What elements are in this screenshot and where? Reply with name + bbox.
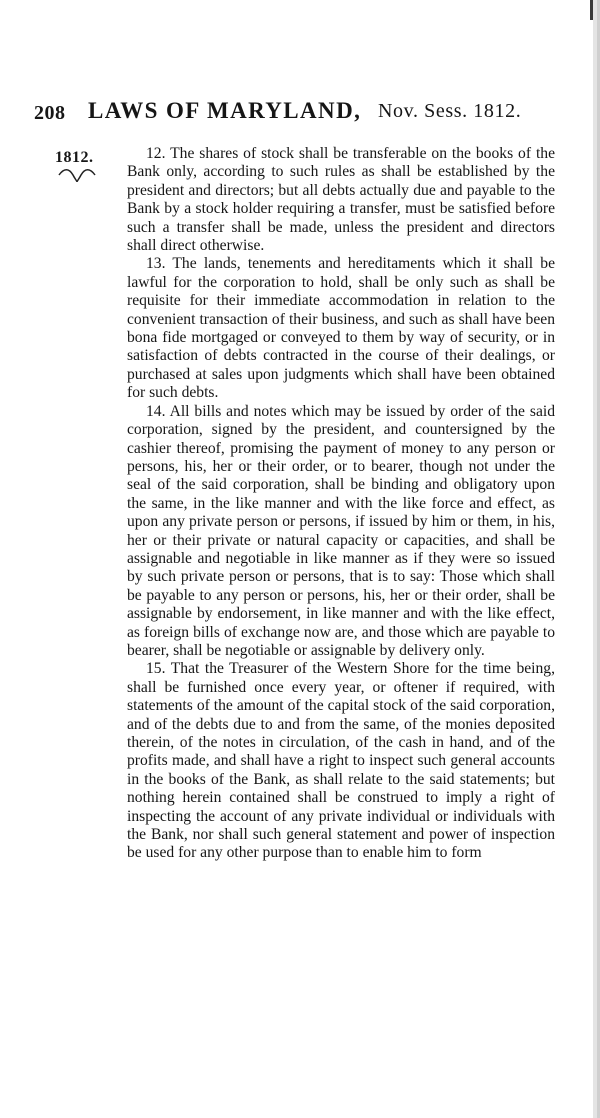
section-number: 14. [146, 402, 166, 420]
page-edge-mark [585, 0, 600, 1118]
running-title: LAWS OF MARYLAND, [88, 98, 362, 123]
section-number: 15. [146, 660, 166, 678]
running-header [34, 98, 554, 128]
running-session: Nov. Sess. 1812. [378, 100, 522, 122]
section-number: 13. [146, 255, 166, 273]
section-text: All bills and notes which may be issued by order of the said corporation, signed by the president, and countersigned by the cashier thereof, promising the payment of money to any person or persons, his, her or their order, or to bearer, though not under the seal of the said corporation, shall be binding and obligatory upon the same, in the like manner and with the like force and effect, as upon any private person or persons, if issued by him or them, in his, her or their private or natural capacity or capacities, and shall be assignable and negotiable in like manner as if they were so issued by such private person or persons, that is to say: Those which shall be payable to any person or persons, his, her or their order, shall be assignable by endorsement, in like manner and with the like effect, as foreign bills of exchange now are, and those which are payable to bearer, shall be negotiable or assignable by delivery only. [127, 402, 555, 659]
margin-year: 1812. [55, 149, 94, 166]
section-paragraph [127, 403, 555, 661]
page-number: 208 [34, 102, 66, 124]
section-text: The lands, tenements and hereditaments which it shall be lawful for the corporation to hold, shall be only such as shall be requisite for their immediate accommodation in relation to the convenient transaction of their business, and such as shall have been bona fide mortgaged or conveyed to them by way of security, or in satisfaction of debts contracted in the course of their dealings, or purchased at sales upon judgments which shall have been obtained for such debts. [127, 255, 556, 402]
margin-brace-ornament [58, 167, 96, 183]
section-paragraph [127, 145, 555, 255]
law-text-body [127, 145, 555, 863]
section-paragraph [127, 255, 555, 402]
section-number: 12. [146, 145, 166, 162]
section-text: The shares of stock shall be transferable on the books of the Bank only, according to such rules as shall be established by the president and directors; but all debts actually due and payable to the Bank by a stock holder requiring a transfer, must be satisfied before such a transfer shall be made, unless the president and directors shall direct otherwise. [127, 145, 555, 255]
section-text: That the Treasurer of the Western Shore for the time being, shall be furnished once every year, or oftener if required, with statements of the amount of the capital stock of the said corporation, and of the debts due to and from the same, of the monies deposited therein, of the notes in circulation, of the cash in hand, and of the profits made, and shall have a right to inspect such general accounts in the books of the Bank, as shall relate to the said statements; but nothing herein contained shall be construed to imply a right of inspecting the account of any private individual or individuals with the Bank, nor shall such general statement and power of inspection be used for any other purpose than to enable him to form [127, 660, 555, 862]
section-paragraph [127, 660, 555, 862]
